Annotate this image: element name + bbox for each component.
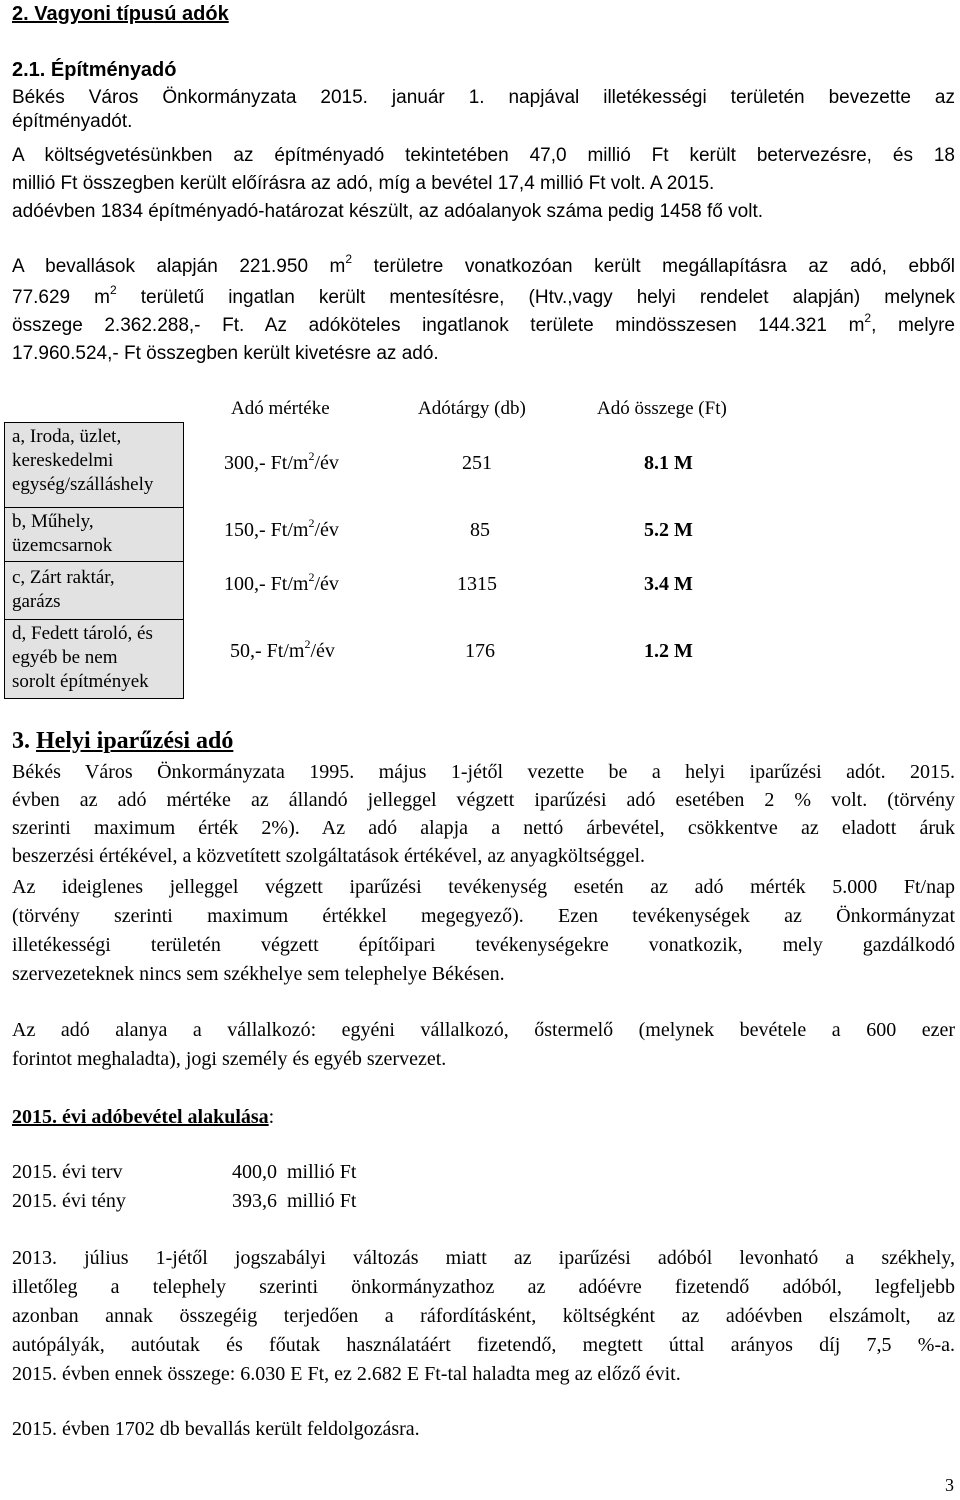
revenue-actual-label: 2015. évi tény	[12, 1190, 126, 1212]
s3-p3: Az adó alanya a vállalkozó: egyéni vállalkozó, őstermelő (melynek bevétele a 600 ezer forintot meghaladta), jogi személy és egyéb szervezet.	[12, 1019, 955, 1070]
s21-p3-line1: A bevallások alapján 221.950 $m^2$ területre vonatkozóan került megállapításra az adó, ebből	[12, 252, 955, 277]
row-b-amount: 5.2 M	[644, 519, 693, 541]
s3-p4: 2013. július 1-jétől jogszabályi változás miatt az iparűzési adóból levonható a székhely, illetőleg a telephely szerinti önkormányzathoz az adóévre fizetendő adóból, legfeljebb azonban annak összegéig terjedően a ráfordításként, költségként az adóévben elszámolt, az autópályák, autóutak és főutak használatáért fizetendő, megtett úttal arányos díj 7,5 %-a. 2015. évben ennek összege: 6.030 E Ft, ez 2.682 E Ft-tal haladta meg az előző évit.	[12, 1247, 955, 1385]
row-d-amount: 1.2 M	[644, 640, 693, 662]
row-a-rate: 300,- $Ft/m^2/év$	[224, 449, 339, 474]
revenue-plan-value: 400,0 millió Ft	[232, 1161, 357, 1183]
s21-p2-line3: adóévben 1834 építményadó-határozat készült, az adóalanyok száma pedig 1458 fő volt.	[12, 201, 764, 222]
category-a: a, Iroda, üzlet, kereskedelmi egység/szálláshely	[5, 423, 183, 508]
s3-p1: Békés Város Önkormányzata 1995. május 1-jétől vezette be a helyi iparűzési adót. 2015. évben az adó mértéke az állandó jelleggel végzett iparűzési adó esetében 2 % volt. (törvény szerinti maximum érték 2%). Az adó alapja a nettó árbevétel, csökkentve az eladott áruk beszerzési értékével, a közvetített szolgáltatások értékével, az anyagköltséggel.	[12, 761, 955, 867]
section-2-1-title: 2.1. Építményadó	[12, 59, 177, 81]
s3-p5: 2015. évben 1702 db bevallás került feldolgozásra.	[12, 1418, 420, 1440]
category-d: d, Fedett tároló, és egyéb be nem sorolt építmények	[12, 623, 153, 692]
table-header-count: Adótárgy (db)	[418, 398, 526, 419]
s21-p3-line4: 17.960.524,- Ft összegben került kivetésre az adó.	[12, 343, 439, 364]
s3-p2: Az ideiglenes jelleggel végzett iparűzési tevékenység esetén az adó mérték 5.000 Ft/nap (törvény szerinti maximum értékkel megegyező). Ezen tevékenységek az Önkormányzat illetékességi területén végzett építőipari tevékenységekre vonatkozik, mely gazdálkodó szervezeteknek nincs sem székhelye sem telephelye Békésen.	[12, 876, 955, 985]
category-c: c, Zárt raktár, garázs	[5, 562, 183, 620]
row-a-count: 251	[462, 452, 492, 474]
s21-p2-line2: millió Ft összegben került előírásra az adó, míg a bevétel 17,4 millió Ft volt. A 2015.	[12, 173, 715, 194]
revenue-actual-value: 393,6 millió Ft	[232, 1190, 357, 1212]
row-d-rate: 50,- $Ft/m^2/év$	[230, 637, 335, 662]
row-b-count: 85	[470, 519, 490, 541]
table-header-amount: Adó összege (Ft)	[597, 398, 727, 419]
table-category-column	[4, 422, 184, 699]
s21-p2-line1: A költségvetésünkben az építményadó tekintetében 47,0 millió Ft került betervezésre, és 18	[12, 145, 955, 166]
row-c-rate: 100,- $Ft/m^2/év$	[224, 570, 339, 595]
s21-p3-line3: összege 2.362.288,- Ft. Az adóköteles ingatlanok területe mindösszesen 144.321 $m^2$, melyre	[12, 311, 955, 336]
section-3-title: 3. Helyi iparűzési adó	[12, 728, 234, 754]
row-d-count: 176	[465, 640, 495, 662]
s21-p3-line2: 77.629 $m^2$ területű ingatlan került mentesítésre, (Htv.,vagy helyi rendelet alapján) melynek	[12, 283, 955, 308]
revenue-heading: 2015. évi adóbevétel alakulása:	[12, 1106, 275, 1128]
s21-p1-line2: építményadót.	[12, 111, 133, 132]
row-b-rate: 150,- $Ft/m^2/év$	[224, 516, 339, 541]
revenue-plan-label: 2015. évi terv	[12, 1161, 123, 1183]
row-a-amount: 8.1 M	[644, 452, 693, 474]
page-number: 3	[945, 1475, 954, 1495]
row-c-amount: 3.4 M	[644, 573, 693, 595]
s21-p1-line1: Békés Város Önkormányzata 2015. január 1. napjával illetékességi területén bevezette az	[12, 87, 955, 108]
table-header-rate: Adó mértéke	[231, 398, 330, 419]
row-c-count: 1315	[457, 573, 497, 595]
category-b: b, Műhely, üzemcsarnok	[5, 508, 183, 562]
section-2-title: 2. Vagyoni típusú adók	[12, 3, 229, 25]
